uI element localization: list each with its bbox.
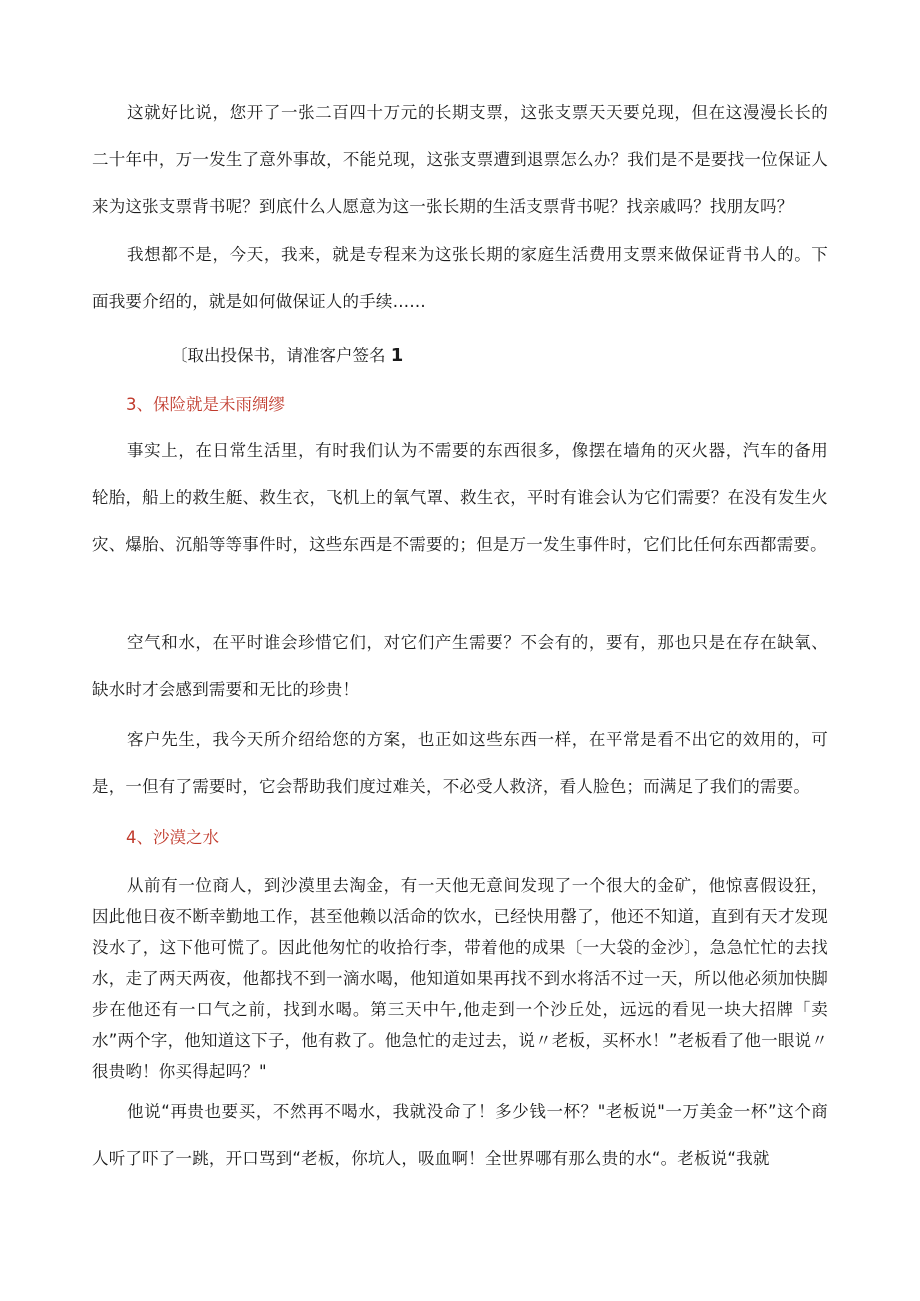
paragraph-desert-dialogue: 他说“再贵也要买，不然再不喝水，我就没命了！多少钱一杯？"老板说"一万美金一杯”这个商人听了吓了一跳，开口骂到“老板，你坑人，吸血啊！全世界哪有那么贵的水“。老板说“我就 [92,1102,828,1168]
note-text: 〔取出投保书，请准客户签名 [171,346,386,365]
section-heading-3: 3、保险就是未雨绸缪 [126,395,285,414]
stage-direction-note [171,344,403,368]
paragraph-desert-story: 从前有一位商人，到沙漠里去淘金，有一天他无意间发现了一个很大的金矿，他惊喜假设狂，因此他日夜不断幸勤地工作，甚至他赖以活命的饮水，已经快用罄了，他还不知道，直到有天才发现没水了，这下他可慌了。因此他匆忙的收拾行李，带着他的成果〔一大袋的金沙〕，急急忙忙的去找水，走了两天两夜，他都找不到一滴水喝，他知道如果再找不到水将活不过一天，所以他必须加快脚步在他还有一口气之前，找到水喝。第三天中午,他走到一个沙丘处，远远的看见一块大招牌「卖水”两个字，他知道这下子，他有救了。他急忙的走过去，说〃老板，买杯水！”老板看了他一眼说〃很贵哟！你买得起吗？" [92,876,828,1081]
paragraph-air-water: 空气和水，在平时谁会珍惜它们，对它们产生需要？不会有的，要有，那也只是在存在缺氧、缺水时才会感到需要和无比的珍贵！ [92,633,828,699]
section-heading-4: 4、沙漠之水 [126,828,219,847]
paragraph-fire-extinguisher: 事实上，在日常生活里，有时我们认为不需要的东西很多，像摆在墙角的灭火器，汽车的备用轮胎，船上的救生艇、救生衣，飞机上的氧气罩、救生衣，平时有谁会认为它们需要？在没有发生火灾、爆胎、沉船等等事件时，这些东西是不需要的；但是万一发生事件时，它们比任何东西都需要。 [92,441,828,554]
paragraph-plan-value: 客户先生，我今天所介绍给您的方案，也正如这些东西一样，在平常是看不出它的效用的，可是，一但有了需要时，它会帮助我们度过难关，不必受人救济，看人脸色；而满足了我们的需要。 [92,730,828,796]
paragraph-guarantor: 我想都不是，今天，我来，就是专程来为这张长期的家庭生活费用支票来做保证背书人的。下面我要介绍的，就是如何做保证人的手续…… [92,245,828,311]
note-mark: 1 [390,345,404,366]
paragraph-check-analogy: 这就好比说，您开了一张二百四十万元的长期支票，这张支票天天要兑现，但在这漫漫长长的二十年中，万一发生了意外事故，不能兑现，这张支票遭到退票怎么办？我们是不是要找一位保证人来为这张支票背书呢？到底什么人愿意为这一张长期的生活支票背书呢？找亲戚吗？找朋友吗？ [92,103,828,216]
